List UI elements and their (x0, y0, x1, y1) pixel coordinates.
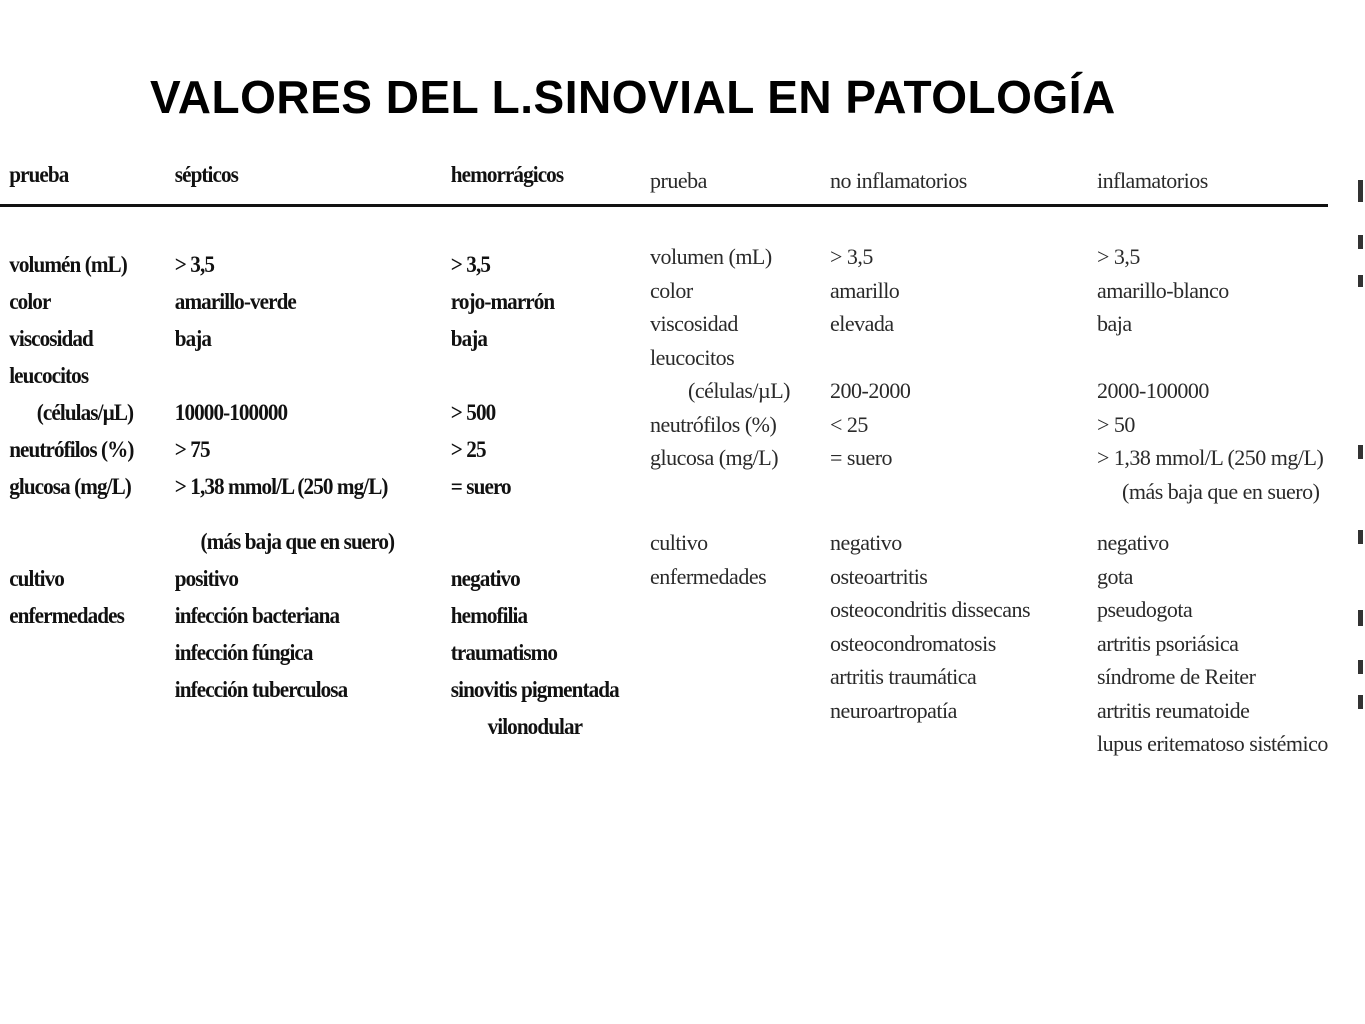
table-cell: baja (450, 326, 488, 351)
column-header: inflamatorios (1097, 168, 1208, 193)
column-header: prueba (650, 168, 707, 193)
table-cell: traumatismo (450, 640, 558, 665)
table-cell: artritis reumatoide (1097, 697, 1250, 723)
column-header: no inflamatorios (830, 168, 967, 193)
row-label: color (650, 277, 693, 303)
table-cell: artritis traumática (830, 664, 977, 689)
table-cell: 200-2000 (830, 378, 911, 403)
row-label: color (9, 289, 51, 314)
table-cell: > 50 (1097, 411, 1135, 437)
table-cell: amarillo (830, 277, 900, 303)
table-cell: elevada (830, 311, 894, 336)
table-cell: > 3,5 (450, 252, 491, 277)
column-header: hemorrágicos (450, 162, 564, 187)
table-cell: > 3,5 (174, 252, 215, 277)
scan-mark (1358, 235, 1363, 249)
scan-mark (1358, 275, 1363, 287)
table-cell: > 1,38 mmol/L (250 mg/L) (1097, 445, 1324, 470)
table-cell: vilonodular (487, 714, 583, 739)
scan-mark (1358, 660, 1363, 674)
table-cell: neuroartropatía (830, 697, 957, 723)
table-cell: pseudogota (1097, 597, 1193, 622)
row-label: volumén (mL) (9, 252, 127, 277)
table-cell: 2000-100000 (1097, 378, 1209, 403)
table-cell: > 25 (450, 437, 486, 462)
scan-mark (1358, 695, 1363, 709)
table-cell: osteocondritis dissecans (830, 597, 1031, 622)
row-label: glucosa (mg/L) (9, 474, 131, 499)
table-cell: 10000-100000 (174, 400, 288, 425)
table-cell: (más baja que en suero) (200, 529, 395, 554)
row-label: cultivo (650, 530, 708, 555)
column-header: prueba (9, 162, 69, 187)
table-cell: osteoartritis (830, 563, 928, 589)
table-cell: rojo-marrón (450, 289, 555, 314)
table-cell: baja (1097, 311, 1132, 336)
table-cell: > 75 (174, 437, 210, 462)
table-cell: artritis psoriásica (1097, 630, 1239, 656)
table-cell: positivo (174, 566, 238, 591)
left-table (0, 150, 619, 739)
table-cell: negativo (830, 530, 902, 555)
row-label: (células/µL) (688, 378, 790, 403)
row-label: enfermedades (650, 563, 767, 589)
scan-mark (1358, 610, 1363, 626)
table-cell: > 3,5 (1097, 244, 1140, 269)
table-cell: = suero (450, 474, 511, 499)
table-cell: osteocondromatosis (830, 630, 996, 656)
row-label: viscosidad (650, 311, 738, 336)
table-cell: infección tuberculosa (174, 677, 348, 702)
row-label: leucocitos (9, 363, 89, 388)
row-label: neutrófilos (%) (650, 411, 777, 437)
table-cell: infección fúngica (174, 640, 313, 665)
table-cell: sinovitis pigmentada (450, 677, 619, 702)
table-cell: amarillo-blanco (1097, 277, 1229, 303)
scan-mark (1358, 180, 1363, 202)
table-cell: amarillo-verde (174, 289, 296, 314)
table-cell: gota (1097, 563, 1133, 589)
row-label: (células/µL) (36, 400, 134, 425)
table-cell: negativo (450, 566, 520, 591)
scan-edge (1355, 150, 1365, 750)
header-rule (0, 204, 635, 207)
column-header: sépticos (174, 162, 238, 187)
scan-mark (1358, 445, 1363, 459)
header-rule (628, 204, 1328, 207)
row-label: volumen (mL) (650, 244, 772, 269)
row-label: leucocitos (650, 344, 735, 370)
row-label: viscosidad (9, 326, 93, 351)
table-cell: síndrome de Reiter (1097, 664, 1256, 689)
table-cell: > 500 (450, 400, 496, 425)
table-cell: < 25 (830, 411, 868, 437)
row-label: glucosa (mg/L) (650, 445, 779, 470)
table-cell: lupus eritematoso sistémico (1097, 731, 1328, 756)
page-title: VALORES DEL L.SINOVIAL EN PATOLOGÍA (150, 71, 1116, 123)
table-cell: > 1,38 mmol/L (250 mg/L) (174, 474, 388, 499)
row-label: neutrófilos (%) (9, 437, 134, 462)
right-table (640, 160, 1360, 756)
table-cell: baja (174, 326, 212, 351)
table-cell: > 3,5 (830, 244, 873, 269)
row-label: enfermedades (9, 603, 124, 628)
table-cell: negativo (1097, 530, 1169, 555)
table-cell: infección bacteriana (174, 603, 340, 628)
table-cell: (más baja que en suero) (1122, 478, 1320, 504)
row-label: cultivo (9, 566, 64, 591)
table-cell: = suero (830, 445, 893, 470)
scan-mark (1358, 530, 1363, 544)
table-cell: hemofilia (450, 603, 528, 628)
